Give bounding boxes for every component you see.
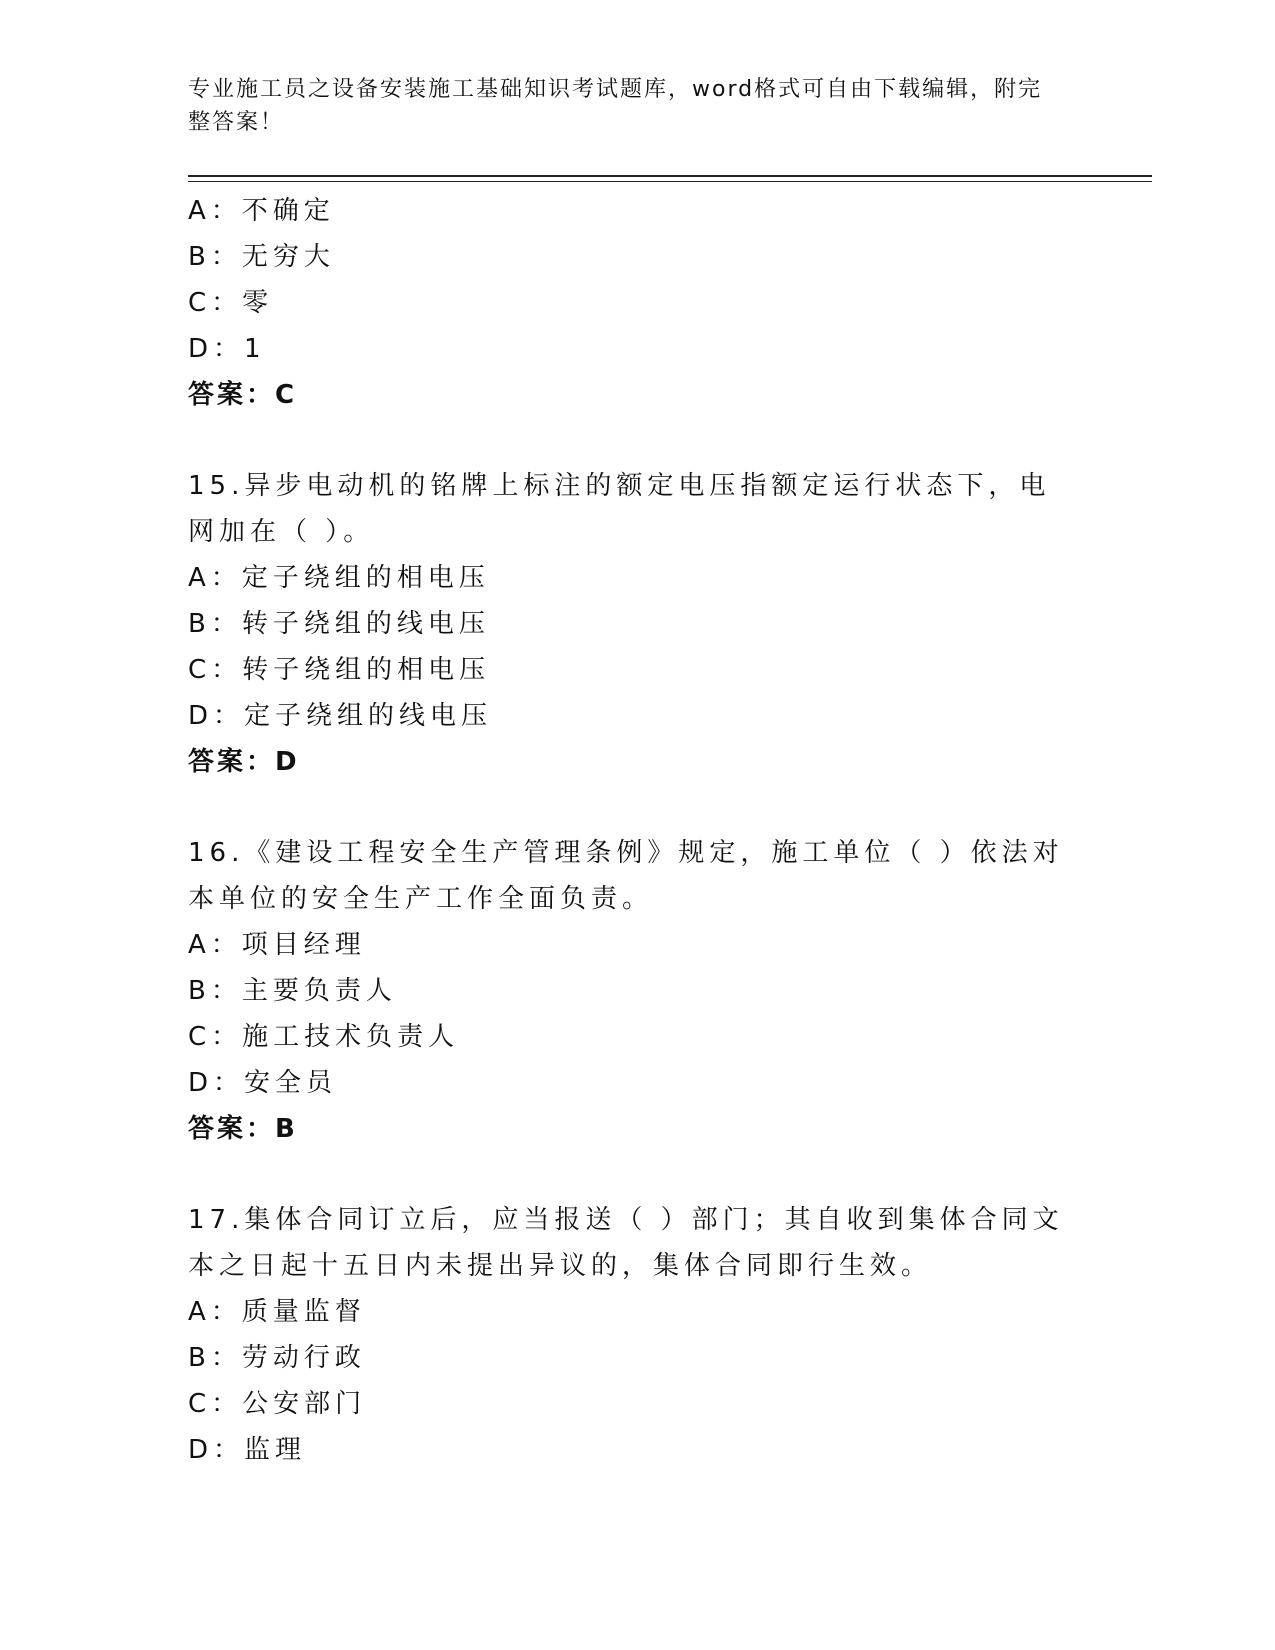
option-a: A：不确定 — [188, 196, 335, 226]
option-a: A：质量监督 — [188, 1297, 366, 1327]
option-d: D：定子绕组的线电压 — [188, 701, 493, 731]
option-b: B：劳动行政 — [188, 1343, 366, 1373]
question-list — [188, 188, 1088, 1473]
answer: 答案：C — [188, 380, 298, 410]
question-stem: 16.《建设工程安全生产管理条例》规定，施工单位（ ）依法对本单位的安全生产工作全面负责。 — [188, 838, 1064, 914]
option-c: C：零 — [188, 288, 274, 318]
question-16 — [188, 830, 1088, 1152]
option-b: B：无穷大 — [188, 242, 335, 272]
question-17 — [188, 1197, 1088, 1473]
header-line-2: 整答案！ — [188, 110, 285, 135]
option-b: B：主要负责人 — [188, 976, 397, 1006]
header-divider-thin — [188, 181, 1152, 182]
answer: 答案：D — [188, 747, 300, 777]
option-b: B：转子绕组的线电压 — [188, 609, 490, 639]
document-header — [188, 73, 1068, 139]
option-c: C：转子绕组的相电压 — [188, 655, 491, 685]
answer: 答案：B — [188, 1114, 298, 1144]
question-stem: 17.集体合同订立后，应当报送（ ）部门；其自收到集体合同文本之日起十五日内未提出异议的，集体合同即行生效。 — [188, 1205, 1064, 1281]
header-divider-thick — [188, 175, 1152, 177]
option-d: D：安全员 — [188, 1068, 338, 1098]
option-d: D：1 — [188, 334, 266, 364]
option-c: C：公安部门 — [188, 1389, 367, 1419]
header-line-1: 专业施工员之设备安装施工基础知识考试题库，word格式可自由下载编辑，附完 — [188, 77, 1043, 102]
question-15 — [188, 463, 1088, 785]
option-c: C：施工技术负责人 — [188, 1022, 460, 1052]
question-stem: 15.异步电动机的铭牌上标注的额定电压指额定运行状态下，电网加在（ ）。 — [188, 471, 1051, 547]
option-a: A：定子绕组的相电压 — [188, 563, 490, 593]
option-a: A：项目经理 — [188, 930, 366, 960]
question-14-tail — [188, 188, 1088, 418]
option-d: D：监理 — [188, 1435, 307, 1465]
